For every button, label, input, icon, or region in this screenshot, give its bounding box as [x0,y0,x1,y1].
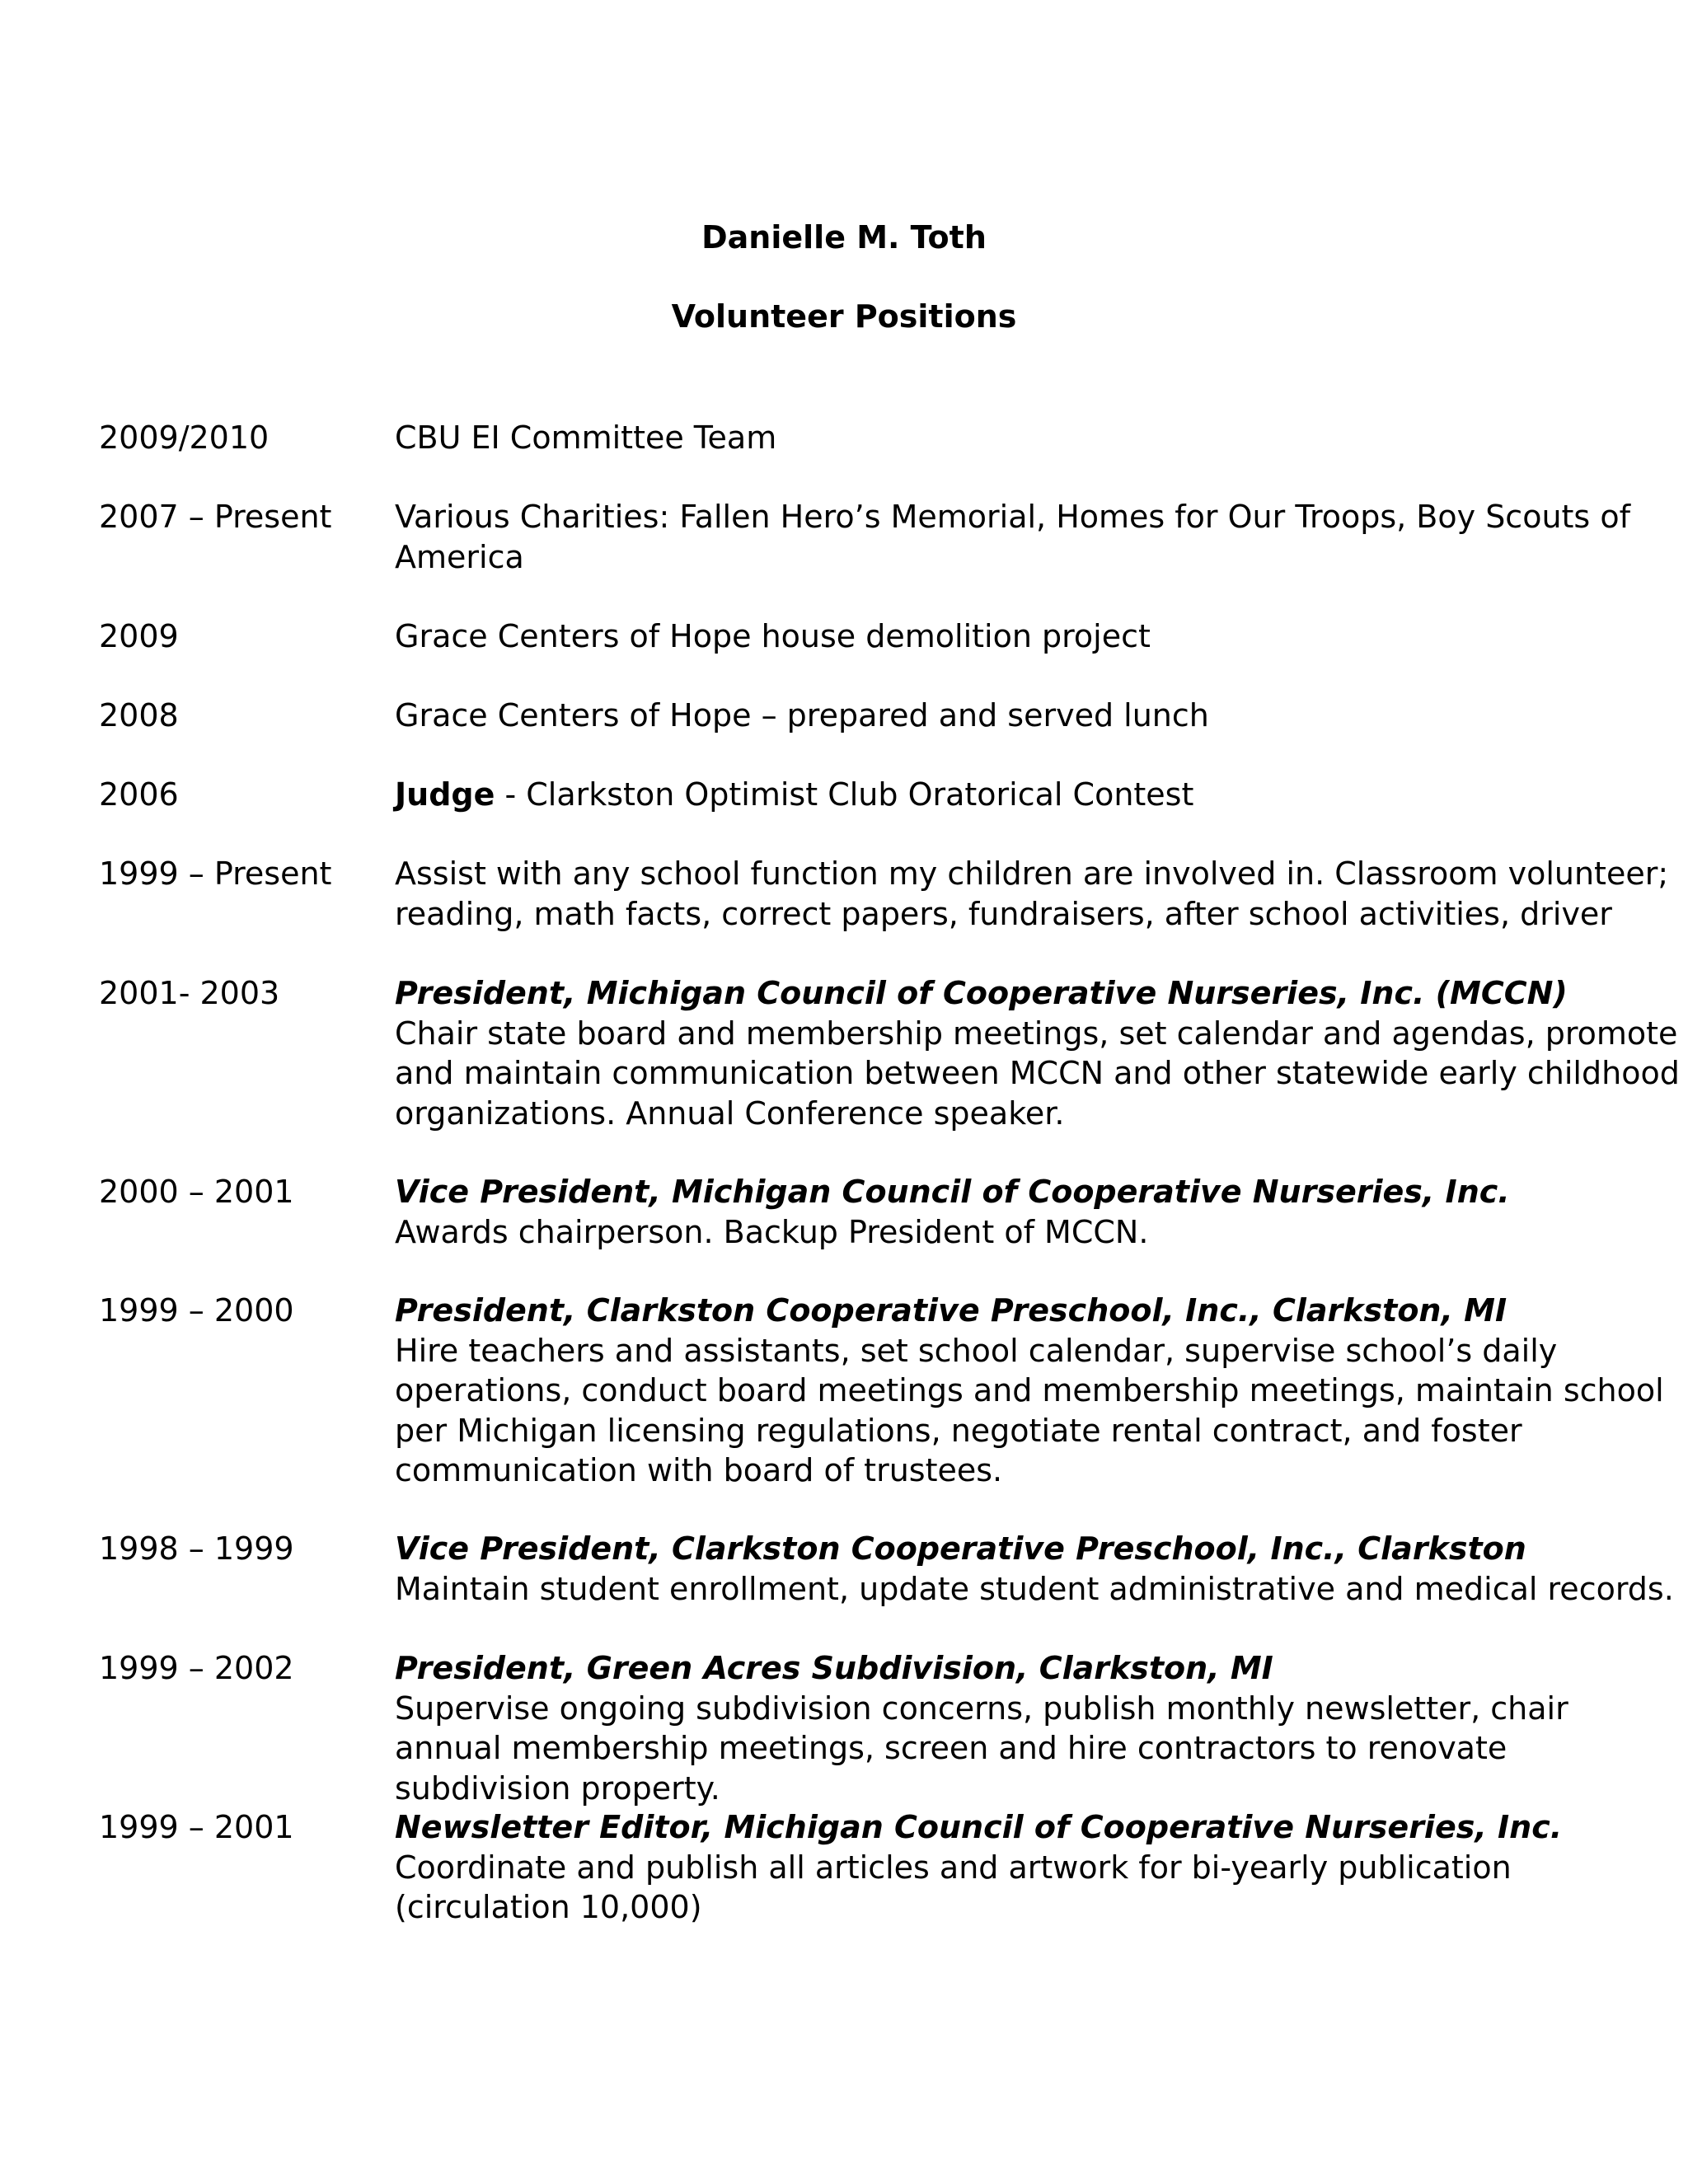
entry-role: Judge [395,776,495,813]
entry-date: 2009 [99,618,179,654]
entry-line: per Michigan licensing regulations, negotiate rental contract, and foster [395,1412,1522,1449]
entry-body [395,854,1669,934]
entry-line: Chair state board and membership meetings, set calendar and agendas, promote [395,1015,1678,1052]
entry-line: America [395,538,524,575]
entry-body [395,1807,1615,1928]
entry-line: operations, conduct board meetings and membership meetings, maintain school [395,1372,1664,1408]
entry-title: Vice President, Clarkston Cooperative Preschool, Inc., Clarkston [395,1530,1526,1567]
entry-line: (circulation 10,000) [395,1889,702,1925]
entry-line: Various Charities: Fallen Hero’s Memorial, Homes for Our Troops, Boy Scouts of [395,499,1630,535]
document-author-name: Danielle M. Toth [701,219,987,255]
entry-line: Maintain student enrollment, update student administrative and medical records. [395,1570,1674,1607]
entry-date: 2006 [99,776,179,813]
entry-date: 2001- 2003 [99,975,280,1011]
entry-body [395,696,1615,736]
entry-date: 1999 – 2001 [99,1809,294,1845]
entry-date: 2007 – Present [99,499,332,535]
entry-title: President, Green Acres Subdivision, Clarkston, MI [395,1650,1273,1686]
entry-line: annual membership meetings, screen and hire contractors to renovate [395,1730,1507,1766]
entry-date: 1998 – 1999 [99,1530,294,1567]
entry-line: organizations. Annual Conference speaker. [395,1094,1065,1132]
entry-line: subdivision property. [395,1769,720,1807]
entry-body [395,497,1630,577]
entry-body [395,1529,1674,1609]
entry-date: 2009/2010 [99,419,270,456]
entry-line [395,775,1615,815]
entry-date: 2008 [99,697,179,733]
entry-line: reading, math facts, correct papers, fundraisers, after school activities, driver [395,895,1612,932]
entry-line: CBU EI Committee Team [395,419,777,456]
entry-role-description: - Clarkston Optimist Club Oratorical Contest [495,776,1194,813]
entry-line: communication with board of trustees. [395,1452,1003,1488]
entry-title: President, Clarkston Cooperative Preschool, Inc., Clarkston, MI [395,1292,1507,1329]
entry-body [395,616,1615,657]
entry-line: and maintain communication between MCCN and other statewide early childhood [395,1055,1680,1091]
entry-line: Supervise ongoing subdivision concerns, publish monthly newsletter, chair [395,1690,1568,1727]
entry-body [395,775,1615,815]
entry-line: Awards chairperson. Backup President of MCCN. [395,1213,1149,1250]
entry-line: Assist with any school function my children are involved in. Classroom volunteer; [395,855,1669,892]
entry-body [395,418,1615,458]
entry-body [395,1172,1615,1252]
entry-title: Newsletter Editor, Michigan Council of Cooperative Nurseries, Inc. [395,1809,1563,1845]
entry-date: 1999 – 2002 [99,1650,294,1686]
entry-date: 2000 – 2001 [99,1174,294,1210]
entry-line: Hire teachers and assistants, set school calendar, supervise school’s daily [395,1332,1558,1369]
entry-line: Grace Centers of Hope – prepared and served lunch [395,697,1209,733]
entry-body [395,1291,1664,1491]
entry-body [395,973,1680,1133]
entry-title: Vice President, Michigan Council of Cooperative Nurseries, Inc. [395,1174,1510,1210]
entry-body [395,1648,1615,1808]
entry-date: 1999 – 2000 [99,1292,294,1329]
entry-date: 1999 – Present [99,855,332,892]
entry-line: Coordinate and publish all articles and artwork for bi-yearly publication [395,1849,1512,1886]
entry-line: Grace Centers of Hope house demolition project [395,618,1151,654]
entry-title: President, Michigan Council of Cooperative Nurseries, Inc. (MCCN) [395,975,1568,1011]
document-section-title: Volunteer Positions [671,298,1017,335]
